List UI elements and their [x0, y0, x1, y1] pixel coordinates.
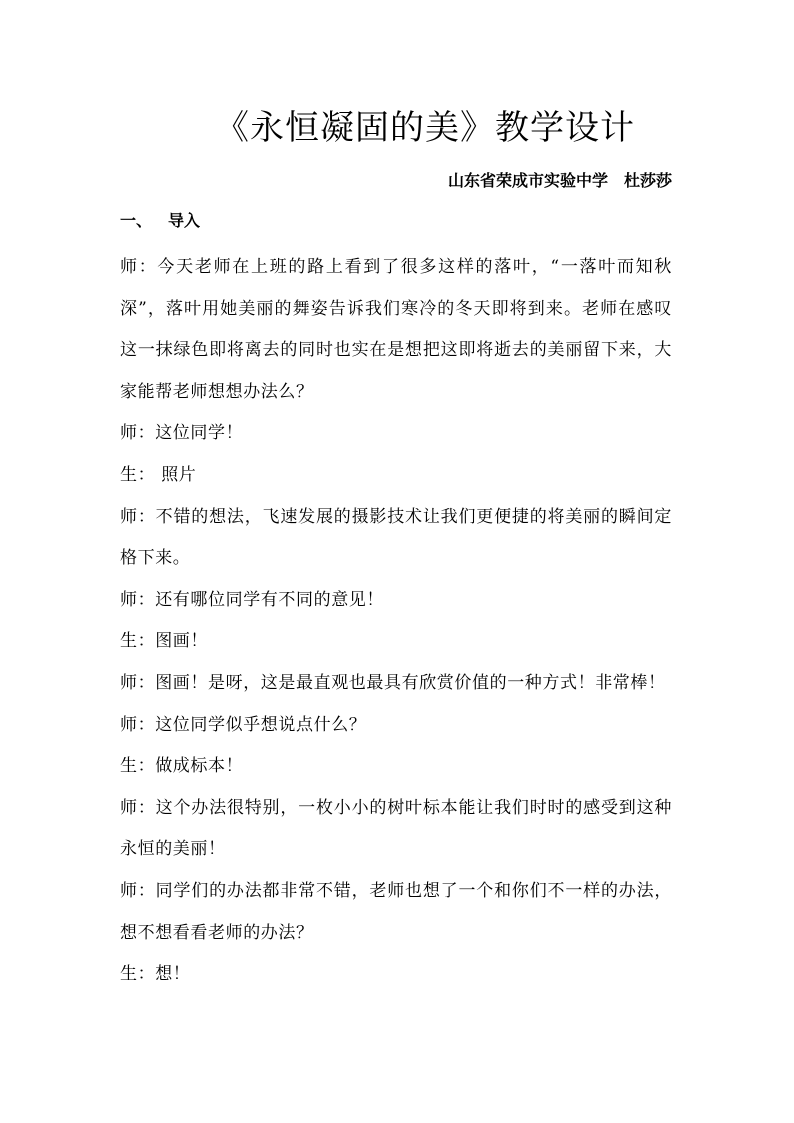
paragraph: 生：想！ — [120, 964, 191, 985]
section-number: 一、 — [120, 211, 153, 230]
paragraph: 生：做成标本！ — [120, 756, 244, 777]
paragraph: 师：图画！是呀，这是最直观也最具有欣赏价值的一种方式！非常棒！ — [120, 672, 666, 693]
paragraph: 师：还有哪位同学有不同的意见！ — [120, 589, 384, 610]
author-line: 山东省荣成市实验中学 杜莎莎 — [447, 171, 672, 190]
paragraph: 生： 照片 — [120, 464, 197, 485]
paragraph: 师：这位同学似乎想说点什么？ — [120, 714, 367, 735]
dialogue-body — [120, 247, 672, 996]
paragraph: 师：这个办法很特别，一枚小小的树叶标本能让我们时时的感受到这种永恒的美丽！ — [120, 797, 672, 860]
section-title: 导入 — [168, 211, 201, 230]
document-title: 《永恒凝固的美》教学设计 — [215, 108, 635, 148]
paragraph: 师：不错的想法，飞速发展的摄影技术让我们更便捷的将美丽的瞬间定格下来。 — [120, 506, 672, 569]
section-heading — [120, 209, 200, 233]
paragraph: 生：图画！ — [120, 631, 208, 652]
paragraph: 师：同学们的办法都非常不错，老师也想了一个和你们不一样的办法，想不想看看老师的办法？ — [120, 880, 672, 943]
paragraph: 师：今天老师在上班的路上看到了很多这样的落叶，“一落叶而知秋深”，落叶用她美丽的舞姿告诉我们寒冷的冬天即将到来。老师在感叹这一抹绿色即将离去的同时也实在是想把这即将逝去的美丽留下来，大家能帮老师想想办法么？ — [120, 257, 672, 402]
paragraph: 师：这位同学！ — [120, 423, 244, 444]
